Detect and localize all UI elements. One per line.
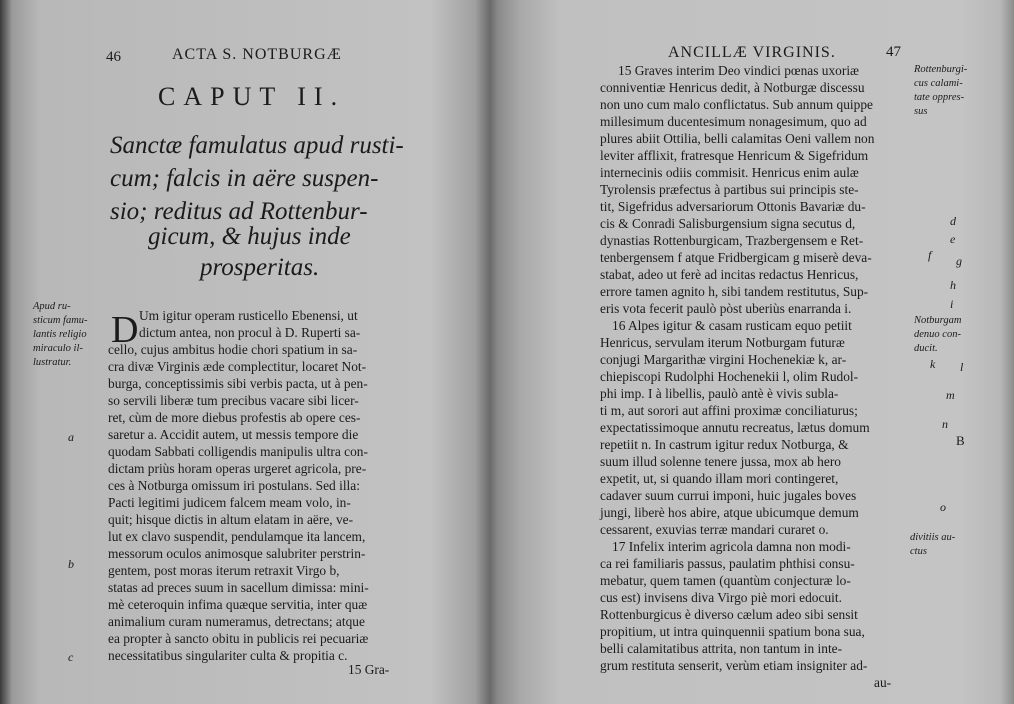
left-page bbox=[0, 0, 492, 704]
text-line: gentem, post moras iterum retraxit Virgo b, bbox=[108, 563, 340, 578]
text-line: errore tamen agnito h, sibi tandem restitutus, Sup- bbox=[600, 284, 869, 299]
text-line: cadaver suum currui imponi, huic jugales boves bbox=[600, 488, 857, 503]
text-line: Henricus, servulam iterum Notburgam futuræ bbox=[600, 335, 845, 350]
margin-letter: b bbox=[68, 557, 74, 571]
text-line: cello, cujus ambitus hodie chori spatium in sa- bbox=[108, 342, 358, 357]
catchword: au- bbox=[874, 675, 892, 690]
running-head: ACTA S. NOTBURGÆ bbox=[172, 46, 342, 63]
margin-letter: a bbox=[68, 430, 74, 444]
margin-note bbox=[33, 300, 88, 370]
text-line: necessitatibus singulariter culta & propitia c. bbox=[108, 648, 348, 663]
margin-letter: e bbox=[950, 232, 956, 246]
text-line: quodam Sabbati colligendis manipulis ultra con- bbox=[108, 444, 368, 459]
text-line: ca rei familiaris passus, paulatim phthisi consu- bbox=[600, 556, 855, 571]
text-line: dynastias Rottenburgicam, Trazbergensem e Ret- bbox=[600, 233, 864, 248]
text-line: saretur a. Accidit autem, ut messis tempore die bbox=[108, 427, 359, 442]
text-line: so servili liberæ tum precibus vacare sibi licer- bbox=[108, 393, 359, 408]
margin-note-line: sticum famu- bbox=[33, 315, 88, 326]
text-line: jungi, liberè hos abire, atque ubicumque demum bbox=[600, 505, 859, 520]
margin-letter: l bbox=[960, 360, 964, 374]
text-line: statas ad preces suum in sacellum dimissa: mini- bbox=[108, 580, 369, 595]
text-line: belli calamitatibus attrita, non tantum in inte- bbox=[600, 641, 843, 656]
text-line: burga, conceptissimis sibi verbis pacta, ut à pen- bbox=[108, 376, 368, 391]
text-line: mebatur, quem tamen (quantùm conjecturæ lo- bbox=[600, 573, 851, 588]
margin-note bbox=[914, 314, 961, 356]
text-line: ti m, aut sorori aut affini proximæ conciliaturus; bbox=[600, 403, 858, 418]
margin-letter: m bbox=[946, 388, 955, 402]
text-line: 17 Infelix interim agricola damna non modi- bbox=[612, 539, 851, 554]
margin-note-line: Apud ru- bbox=[33, 301, 71, 312]
margin-note-line: ducit. bbox=[914, 343, 938, 354]
text-line: eris vota fecerit paulò pòst uberiùs enarranda i. bbox=[600, 301, 852, 316]
text-line: mè ceteroquin infima quæque servitia, inter quæ bbox=[108, 597, 368, 612]
text-line: ces à Notburga omissum iri postulans. Sed illa: bbox=[108, 478, 360, 493]
text-line: grum restituta senserit, verùm etiam insigniter ad- bbox=[600, 658, 868, 673]
catchword: 15 Gra- bbox=[348, 662, 390, 677]
margin-note-line: divitiis au- bbox=[910, 532, 956, 543]
text-line: messorum oculos animosque salubriter perstrin- bbox=[108, 546, 366, 561]
margin-note-line: cus calami- bbox=[914, 78, 963, 89]
text-line: animalium curam numeramus, detrectans; atque bbox=[108, 614, 365, 629]
margin-note-line: tate oppres- bbox=[914, 92, 965, 103]
chapter-title-line: prosperitas. bbox=[200, 254, 320, 281]
text-line: 15 Graves interim Deo vindici pœnas uxoriæ bbox=[618, 63, 859, 78]
margin-note-line: sus bbox=[914, 106, 928, 117]
chapter-title-line: gicum, & hujus inde bbox=[148, 223, 351, 250]
chapter-heading: CAPUT II. bbox=[158, 82, 346, 111]
margin-note-line: Rottenburgi- bbox=[914, 64, 968, 75]
margin-letter: n bbox=[942, 417, 948, 431]
drop-cap: D bbox=[111, 309, 139, 351]
text-line: phi imp. I à libellis, paulò antè è vivis subla- bbox=[600, 386, 839, 401]
margin-note-line: lustratur. bbox=[33, 357, 72, 368]
text-line: internecinis odiis commisit. Henricus enim aulæ bbox=[600, 165, 859, 180]
chapter-title-line: cum; falcis in aëre suspen- bbox=[110, 165, 379, 192]
text-line: expectatissimoque annutu recreatus, lætus domum bbox=[600, 420, 870, 435]
text-line: Pacti legitimi judicem falcem meam volo, in- bbox=[108, 495, 351, 510]
text-line: ea propter à sancto obitu in publicis rei pecuariæ bbox=[108, 631, 369, 646]
margin-note bbox=[910, 531, 955, 559]
text-line: leviter afflixit, fratresque Henricum & Sigefridum bbox=[600, 148, 869, 163]
text-line: tit, Sigefridus adversariorum Ottonis Bavariæ du- bbox=[600, 199, 866, 214]
text-line: ret, cùm de more diebus profestis ab opere ces- bbox=[108, 410, 361, 425]
chapter-title-line: Sanctæ famulatus apud rusti- bbox=[110, 132, 404, 159]
text-line: 16 Alpes igitur & casam rusticam equo petiit bbox=[612, 318, 852, 333]
chapter-title-line: sio; reditus ad Rottenbur- bbox=[110, 198, 368, 225]
text-line: chiepiscopi Rudolphi Hochenekii l, olim Rudol- bbox=[600, 369, 859, 384]
right-page bbox=[494, 0, 1014, 704]
text-line: dictum antea, non procul à D. Ruperti sa- bbox=[139, 325, 361, 340]
text-line: conniventiæ Henricus dedit, à Notburgæ discessu bbox=[600, 80, 865, 95]
text-line: tenbergensem f atque Fridbergicam g miserè deva- bbox=[600, 250, 872, 265]
margin-note-line: denuo con- bbox=[914, 329, 961, 340]
text-line: Rottenburgicus è diverso cælum adeo sibi sensit bbox=[600, 607, 858, 622]
text-line: Tyrolensis præfectus à partibus sui principis ste- bbox=[600, 182, 859, 197]
text-line: repetiit n. In castrum igitur redux Notburga, & bbox=[600, 437, 849, 452]
page-number: 46 bbox=[106, 49, 121, 65]
text-line: cra divæ Virginis æde complectitur, locaret Not- bbox=[108, 359, 367, 374]
margin-note-line: miraculo il- bbox=[33, 343, 83, 354]
text-line: millesimum ducentesimum nonagesimum, quo ad bbox=[600, 114, 867, 129]
text-line: cessarent, exuvias terræ mandari curaret o. bbox=[600, 522, 829, 537]
margin-letter: f bbox=[928, 248, 932, 262]
margin-letter: g bbox=[956, 254, 962, 268]
text-line: conjugi Margarithæ virgini Hochenekiæ k, ar- bbox=[600, 352, 847, 367]
page-number: 47 bbox=[886, 44, 901, 60]
running-head: ANCILLÆ VIRGINIS. bbox=[668, 44, 836, 61]
margin-letter: k bbox=[930, 357, 936, 371]
margin-note-line: Notburgam bbox=[914, 315, 962, 326]
margin-letter: o bbox=[940, 500, 946, 514]
text-line: cis & Conradi Salisburgensium signa secutus d, bbox=[600, 216, 856, 231]
text-line: plures abiit Ottilia, belli calamitas Oeni vallem non bbox=[600, 131, 875, 146]
text-line: suum illud solenne tenere jussa, mox ab hero bbox=[600, 454, 841, 469]
text-line: Um igitur operam rusticello Ebenensi, ut bbox=[139, 308, 358, 323]
text-line: expetit, ut, si quando illam mori contingeret, bbox=[600, 471, 839, 486]
text-line: stabat, adeo ut ferè ad incitas redactus Henricus, bbox=[600, 267, 859, 282]
margin-note-line: lantis religio bbox=[33, 329, 87, 340]
text-line: propitium, ut intra quinquennii spatium bona sua, bbox=[600, 624, 865, 639]
margin-letter: h bbox=[950, 278, 956, 292]
margin-letter: i bbox=[950, 297, 954, 311]
text-line: dictam priùs horam operas urgeret agricola, pre- bbox=[108, 461, 367, 476]
margin-note-line: ctus bbox=[910, 546, 927, 557]
margin-letter: d bbox=[950, 214, 956, 228]
text-line: quit; hisque dictis in altum elatam in aëre, ve- bbox=[108, 512, 354, 527]
margin-letter: B bbox=[956, 433, 965, 448]
text-line: non uno cum malo conflictatus. Sub annum quippe bbox=[600, 97, 873, 112]
text-line: cus est) invisens diva Virgo piè mori edocuit. bbox=[600, 590, 842, 605]
margin-letter: c bbox=[68, 650, 74, 664]
margin-note bbox=[914, 63, 967, 119]
text-line: lut ex clavo suspendit, pendulamque ita lancem, bbox=[108, 529, 366, 544]
